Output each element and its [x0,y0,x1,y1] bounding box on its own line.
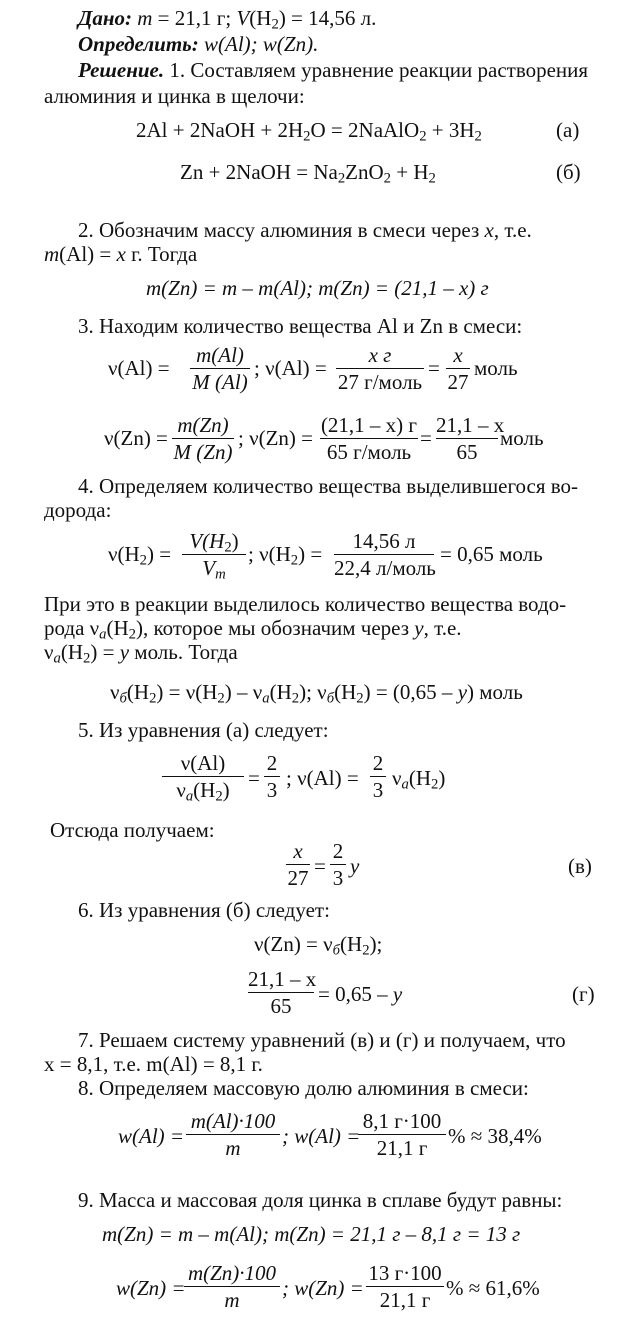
mol-unit: моль [474,356,518,380]
step2-then: г. Тогда [125,242,198,266]
w-zn-label: w(Zn) = [116,1276,186,1300]
eq-sign: = [420,426,432,450]
frac-g [248,967,317,1018]
frac-bar [334,554,434,555]
frac-g-den: 65 [270,994,292,1018]
eq-sign: = [314,854,326,878]
step7-line1: 7. Решаем систему уравнений (в) и (г) и получаем, что [78,1028,566,1052]
eq-a-mid: O = 2NaAlO [310,118,420,142]
s5-tail-close: ) [438,766,446,790]
find-label: Определить: [78,32,199,56]
s6-sub-b: б [332,942,341,959]
s9-equation: m(Zn) = m – m(Al); m(Zn) = 21,1 г – 8,1 г = 13 г [102,1222,521,1246]
eq-a-sub1: 2 [303,128,311,145]
nu-zn-label: ν(Zn) = [104,426,168,450]
frac-bar [264,776,280,777]
frac-zn-2 [320,414,418,463]
frac-v-2 [330,840,346,889]
frac-w-al-1 [186,1110,280,1159]
s5-sub-a: a [185,788,194,805]
frac-al-3 [446,344,470,393]
p4-b5: , т.е. [423,616,462,640]
p4-c2: (H [60,640,84,664]
w-al-label-2: ; w(Al) = [282,1124,361,1148]
p4-b3: ), которое мы обозначим через [136,616,415,640]
given-label: Дано: [78,6,132,30]
frac-zn-2-den: 65 г/моль [326,440,412,464]
frac-bar [248,992,314,993]
frac-w-al-1-num: m(Al)·100 [190,1109,276,1133]
from-here: Отсюда получаем: [50,818,215,842]
frac-h2-1-num [182,529,246,556]
nu-h2-label-2 [248,542,323,569]
frac-s5-1 [162,751,244,805]
nu-h2-text-2: ; ν(H [248,542,291,566]
sub-2: 2 [356,690,364,707]
frac-al-3-num: x [453,343,463,367]
frac-bar [190,368,250,369]
nu-al-label: ν(Al) = [108,356,170,380]
frac-bar [366,1286,444,1287]
frac-s5-2-den: 3 [266,778,278,802]
h2-result: = 0,65 моль [440,542,543,566]
find-text: w(Al); w(Zn). [198,32,319,56]
frac-w-al-1-den: m [225,1136,241,1160]
given-mass: = 21,1 г; [152,6,237,30]
w-al-label: w(Al) = [118,1124,185,1148]
eq-r4: ); ν [299,680,327,704]
step2-m: m [44,242,60,266]
step2-x: x [484,218,494,242]
para4-line1: При это в реакции выделилось количество вещества водо- [44,592,567,616]
p4-sub-a2: a [53,650,61,667]
given-volume: ) = 14,56 л. [278,6,377,30]
s5-tail-sub: a [401,776,409,793]
equation-b [180,160,436,187]
s5-h: (H [193,778,216,802]
find-line [78,32,318,56]
frac-s5-1-den [162,778,244,805]
step7-line2: x = 8,1, т.е. m(Al) = 8,1 г. [44,1052,263,1076]
eq-sub-b: б [119,690,127,707]
nu-zn-label-2: ; ν(Zn) = [238,426,313,450]
label-g: (г) [572,982,595,1006]
frac-bar [358,1134,446,1135]
para4-equation [110,680,523,707]
sub-2: 2 [291,690,300,707]
eq-b-sub1: 2 [337,170,346,187]
sub-2: 2 [215,788,223,805]
equation-a [136,118,482,145]
eq-a-left: 2Al + 2NaOH + 2H [136,118,304,142]
p4-y: y [414,616,424,640]
step9-line: 9. Масса и массовая доля цинка в сплаве будут равны: [78,1188,563,1212]
frac-al-2 [336,344,424,393]
step3-line: 3. Находим количество вещества Al и Zn в смеси: [78,314,523,338]
nu-h2-label [108,542,172,569]
eq-r1: ) = ν(H [156,680,218,704]
p4-sub-a: а [99,626,107,643]
sub-2: 2 [362,942,370,959]
eq-sub-b2: б [326,690,335,707]
eq-r2: ) – ν [224,680,263,704]
sub-2: 2 [290,552,299,569]
g-rest-text: = 0,65 – [318,982,393,1006]
label-v: (в) [568,854,592,878]
frac-bar [182,554,246,555]
s5-nu: ν [176,778,186,802]
frac-s5-3-num: 2 [372,751,384,775]
frac-w-al-2 [358,1110,446,1159]
frac-g-num: 21,1 – x [248,967,317,991]
frac-bar [330,864,346,865]
frac-al-2-num: x г [368,343,392,367]
frac-zn-1-num: m(Zn) [177,413,229,437]
frac-zn-3 [436,413,505,464]
eq-sub-a: a [262,690,270,707]
p4-b2: (H [106,616,129,640]
frac-v-2-den: 3 [332,866,344,890]
s5-tail-nu: ν [392,766,402,790]
frac-w-zn-1 [184,1262,280,1311]
frac-w-al-2-den: 21,1 г [376,1136,428,1160]
solution-label: Решение. [78,58,165,82]
frac-zn-1 [172,414,234,463]
frac-h2-1 [182,529,246,583]
w-zn-label-2: ; w(Zn) = [282,1276,364,1300]
given-v: V [236,6,250,30]
frac-s5-2-num: 2 [266,751,278,775]
frac-w-zn-1-den: m [224,1288,240,1312]
p4-c5: моль. Тогда [129,640,238,664]
frac-w-zn-2-den: 21,1 г [379,1288,431,1312]
frac-zn-3-num: 21,1 – x [436,413,505,437]
eq-r5: (H [334,680,357,704]
w-al-result: % ≈ 38,4% [448,1124,542,1148]
eq-b-right: + H [391,160,429,184]
step2-end: , т.е. [493,218,532,242]
frac-w-zn-2-num: 13 г·100 [368,1261,442,1285]
frac-h2-2 [334,530,434,579]
given-line [78,6,377,33]
s5-close: ) [222,778,230,802]
eq-r6: ) = (0,65 – [363,680,458,704]
eq-a-sub2: 2 [419,128,427,145]
step2-line2 [44,242,197,266]
para4-line2 [44,616,462,643]
frac-zn-1-den: M (Zn) [173,440,233,464]
frac-h2-2-den: 22,4 л/моль [334,556,436,580]
solution-step1-line2: алюминия и цинка в щелочи: [44,84,305,108]
frac-h2-close: ) [231,529,239,553]
frac-s5-3 [370,752,386,801]
sub-2: 2 [139,552,147,569]
sub-2: 2 [128,626,137,643]
frac-h2-m: m [215,566,226,583]
s6-eq3: ); [369,932,383,956]
sub-2: 2 [149,690,157,707]
eq-b-left: Zn + 2NaOH = Na [180,160,338,184]
frac-bar [186,1134,280,1135]
frac-bar [184,1286,280,1287]
nu-h2-end: ) = [147,542,172,566]
w-zn-result: % ≈ 61,6% [446,1276,540,1300]
frac-zn-3-den: 65 [456,440,478,464]
sub-2: 2 [217,690,225,707]
eq-b-label: (б) [556,160,581,184]
eq-sign: = [248,766,260,790]
step4-line2: дорода: [44,498,112,522]
eq-nu: ν [110,680,120,704]
s6-equation [254,932,383,959]
solution-step1-line1 [78,58,588,82]
eq-b-sub3: 2 [428,170,436,187]
frac-bar [336,368,424,369]
eq-a-right: + 3H [426,118,475,142]
frac-bar [370,776,386,777]
step4-line1: 4. Определяем количество вещества выделившегося во- [78,474,579,498]
step5-line: 5. Из уравнения (а) следует: [78,718,329,742]
frac-w-zn-2 [366,1262,444,1311]
frac-bar [446,368,470,369]
given-h: (H [249,6,272,30]
eq-b-mid: ZnO [345,160,384,184]
mol-unit: моль [500,426,544,450]
p4-y2: y [119,640,130,664]
frac-s5-1-num: ν(Al) [180,751,226,775]
step2-text: 2. Обозначим массу алюминия в смеси через [78,218,485,242]
frac-h2-v: V(H [189,529,225,553]
frac-w-al-2-num: 8,1 г·100 [362,1109,442,1133]
given-sub: 2 [271,16,279,33]
s6-eq1: ν(Zn) = ν [254,932,333,956]
v-y: y [350,854,360,878]
frac-bar [320,438,418,439]
eq-b-sub2: 2 [383,170,392,187]
step6-line: 6. Из уравнения (б) следует: [78,898,330,922]
step2-equation: m(Zn) = m – m(Al); m(Zn) = (21,1 – x) г [146,276,489,300]
nu-h2-end-2: ) = [298,542,323,566]
para4-line3 [44,640,238,667]
s5-tail-h: (H [408,766,432,790]
frac-s5-3-den: 3 [372,778,384,802]
step2-x2: x [116,242,126,266]
frac-v-1 [286,840,310,889]
given-m: m [137,6,153,30]
eq-h: (H [126,680,150,704]
g-rest [318,982,402,1006]
sub-2: 2 [83,650,91,667]
sub-2: 2 [431,776,439,793]
eq-r3: (H [269,680,292,704]
p4-c3: ) = [90,640,120,664]
frac-al-1-num: m(Al) [196,343,244,367]
frac-w-zn-1-num: m(Zn)·100 [187,1261,277,1285]
frac-h2-2-num: 14,56 л [352,529,416,553]
frac-s5-2 [264,752,280,801]
step2-line1 [78,218,532,242]
frac-al-1 [190,344,250,393]
step2-al: (Al) = [59,242,117,266]
frac-bar [162,776,244,777]
frac-bar [172,438,234,439]
g-y: y [392,982,403,1006]
frac-al-2-den: 27 г/моль [337,370,423,394]
eq-r8: ) моль [467,680,523,704]
frac-v-2-num: 2 [332,839,344,863]
step1-text: 1. Составляем уравнение реакции растворения [164,58,589,82]
frac-v-1-num: x [293,839,303,863]
frac-h2-1-den [182,556,246,583]
eq-y: y [457,680,468,704]
nu-h2-text: ν(H [108,542,140,566]
eq-a-sub3: 2 [474,128,482,145]
eq-a-label: (а) [556,118,580,142]
p4-b1: рода ν [44,616,100,640]
s5-mid: ; ν(Al) = [286,766,359,790]
s5-tail [392,766,446,793]
eq-sign: = [428,356,440,380]
step8-line: 8. Определяем массовую долю алюминия в смеси: [78,1076,529,1100]
frac-h2-vm: V [202,556,216,580]
frac-v-1-den: 27 [287,866,309,890]
frac-al-3-den: 27 [447,370,469,394]
p4-c1: ν [44,640,54,664]
frac-zn-2-num: (21,1 – x) г [320,413,418,437]
frac-bar [286,864,310,865]
sub-2: 2 [224,539,232,556]
nu-al-label-2: ; ν(Al) = [254,356,327,380]
s6-eq2: (H [340,932,363,956]
frac-bar [436,438,498,439]
frac-al-1-den: M (Al) [192,370,248,394]
